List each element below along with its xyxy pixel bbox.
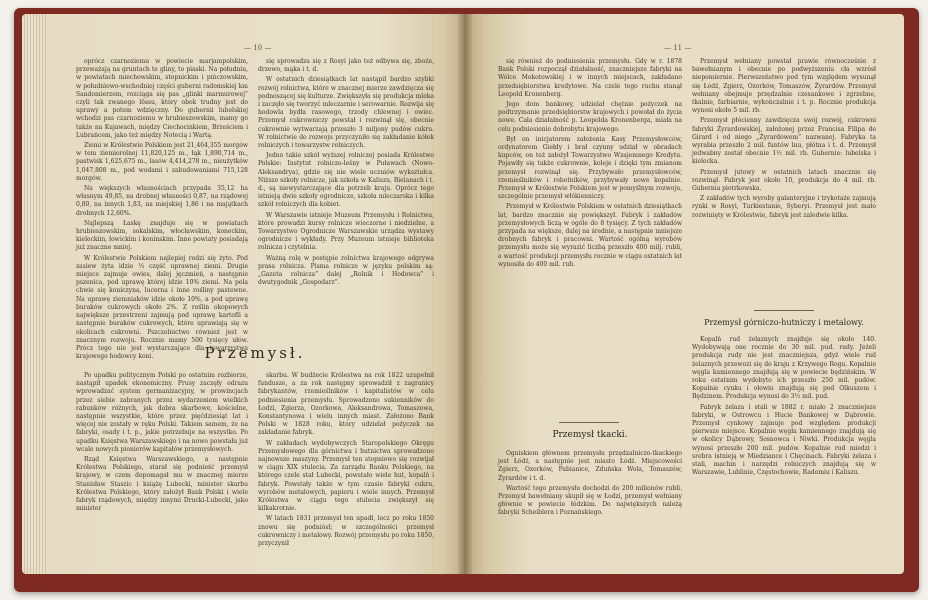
paragraph: Z zakładów tych wyroby galanteryjne i trykotaże zajmują rynki w Rosyi, Turkiestanie, Syberyi. Przemysł jest mało rozwinięty w Królestwie, fabryk jest zaledwie kilka.: [692, 195, 876, 219]
paragraph: W latach 1831 przemysł ten upadł, lecz po roku 1850 znowu się podniósł; w szczególności przemysł cukrowniczy i metalowy. Rozwój przemysłu po roku 1850, przyczynił: [258, 515, 434, 548]
left-col2-bottom: [258, 372, 434, 562]
left-col1-top: [76, 58, 248, 361]
left-col1-bottom: [76, 372, 248, 562]
paragraph: Przemysł wełniany powstał prawie równocześnie z bawełnianym i obecnie po podwyższeniu cła wzrósł niepomiernie. Pierwszeństwo pod tym względem wysunął się Łódź, Zgierz, Ozorków, Tomaszów, Żyrardów. Przemysł wełniany obejmuje przędzalnie czesankowe i zgrzebne, tkalnie, farbiarnie, wykończalnie i t. p. Rocznie produkcja wynosi około 5 mil. rb.: [692, 58, 876, 115]
paragraph: Był on inicjatorem założenia Kasy Przemysłowców, ordynatorem Giełdy i brał czynny udział w obradach kupców, on też założył Towarzystwo Wzajemnego Kredytu. Pojawiły się także cukrownie, koleje i dzięki tym zmianom przemysł rozwinął się. Przybywało przemysłowców, rzemieślników i robotników, przybywały nowe kopalnie. Przemysł w Królestwie Polskiem jest w pomyślnym rozwoju, szczególnie przemysł włókienniczy.: [498, 135, 682, 201]
paragraph: się sprowadza się z Rosyi jako też odbywa się, zboże, drzewo, mąka i t. d.: [258, 58, 434, 74]
paragraph: skarbu. W budżecie Królestwa na rok 1822 uzupełnił fundusze, a za rok następny sprowadził z zagranicy fabrykantów, rzemieślników i kapitalistów w celu podniesienia przemysłu. Sprowadzono sukienników do Łodzi, Zgierza, Ozorkowa, Aleksandrowa, Tomaszowa, Konstantynowa i wielu innych miast. Założono Bank Polski w 1828 roku, który udzielał pożyczek na zakładanie fabryk.: [258, 372, 434, 437]
paragraph: Jego dom bankowy, udzielał chętnie pożyczek na podtrzymanie przedsiębiorstw krajowych i powołał do życia nowe. Cała działalność p. Leopolda Kronenberga, miała na celu podniesienie dobrobytu krajowego.: [498, 101, 682, 133]
paragraph: W ostatnich dziesiątkach lat nastąpił bardzo szybki rozwój rolnictwa, które w znacznej mierze zawdzięcza się podnoszącej się kulturze. Zwiększyła się produkcja mleka i zaczęło się tworzyć mleczarnie i serowarnie. Rozwija się hodowla bydła rasowego, trzody chlewnej i owiec. Przemysł cukrowniczy powstał i rozwinął się, obecnie cukrownie wytwarzają przeszło 3 miljony pudów cukru. W rolnictwie do rozwoju przyczyniło się zakładanie kółek rolniczych i towarzystw rolniczych.: [258, 76, 434, 150]
divider-rule: [754, 310, 814, 311]
book-gutter: [458, 14, 472, 574]
paragraph: W Warszawie istnieje Muzeum Przemysłu i Rolnictwa, które prowadzi kursy rolnicze wieczorne i niedzielne, a Towarzystwo Ogrodnicze Warszawskie urządza wystawy ogrodnicze i wykłady. Przy Muzeum istnieje biblioteka rolnicza i czytelnia.: [258, 211, 434, 252]
paragraph: Kopalń rud żelaznych znajduje się około 140. Wydobywają one rocznie do 30 mil. pud. rudy. Jeżeli produkcja rudy nie jest znaczniejsza, gdyż wiele rud żelaznych przewozi się do kraju z Krzywego Rogu. Kopalnie węgla kamiennego znajdują się w powiecie będzińskim. W roku ostatnim wydobyto ich przeszło 250 mil. pudów. Kopalnie cynku i ołowiu znajdują się pod Olkuszem i Będzinem. Produkcja wynosi do 3½ mil. pud.: [692, 336, 876, 401]
paragraph: Najlepszą Łaskę znajduje się w powiatach hrubieszowskim, sokalskim, włocławskim, koneckim, kieleckim, łowickim i koninskim. Inne powiaty posiadają już znaczne mniej.: [76, 219, 248, 252]
right-page-number: — 11 —: [664, 44, 692, 52]
paragraph: oprócz czarnoziemu w powiecie marjampolskim, przeważają na gruntach te gliny, to piaski. Na południu, w powiatach miechowskim, stopnickim i pińczowskim, w południowo-wschodniej części guberni radomskiej km Sandomierzem, rozciąga się pas „glinki marmurowej” czyli tak zwanego lössu, który obok trudny jest do uprawy a potem wdzięczny. Do gubernii lubelskiej wchodzi pas czarnoziemu w hrubieszowskim, mamy go także na Kujawach, między Ciechocinkiem, Brześciem i Lubrańcem, jako też między Notecią i Wartą.: [76, 58, 248, 139]
paragraph: Rząd Księstwa Warszawskiego, a następnie Królestwa Polskiego, starał się podnieść przemysł krajowy, w czem dopomagał mu w znacznej mierze Stanisław Staszic i książę Lubecki, minister skarbu Królestwa Polskiego, który założył Bank Polski i wiele fabryk rządowych, między innymi Drucki-Lubecki, jako minister: [76, 456, 248, 513]
paragraph: Na większych własnościach przypada 35,12 ha własnym 49,85, na drobnej własności 0,87, na rządowej 0,80, na innych 1,83, na miejskiej 1,86 i na majątkach drobnych 12,60%.: [76, 185, 248, 217]
right-col1-bottom: [498, 450, 682, 562]
paragraph: Fabryk żelaza i stali w 1882 r. miało 2 znaczniejsze fabryki, w Ostrowcu i Hucie Bankowej w Dąbrowie. Przemysł cynkowy zajmuje pod względem produkcji pierwsze miejsce. Kopalnie węgla kamiennego znajdują się w okolicy Dąbrowy, Sosnowca i Niwki. Produkcja węgla wynosi przeszło 200 mil. pudów. Kopalnie rud miedzi i srebra istnieją w Miedziance i Chęcinach. Fabryki żelaza i stali, machin i narzędzi rolniczych znajdują się w Warszawie, Lublinie, Częstochowie, Radomiu i Kaliszu.: [692, 403, 876, 477]
paragraph: Jedno takie szkół wyższej rolniczej posiada Królestwo Polskie: Instytut rolniczo-leśny w Puławach (Nowo-Aleksandrya), gdzie się nie wiele uczniów wykształca. Niższe szkoły rolnicze, jak szkoła w Kaliszu, Bielanach i t. d., są niewystarczające dla potrzeb kraju. Oprócz tego istnieją dwie szkoły ogrodnicze, szkoła mleczarska i kilka szkół rolniczych dla kobiet.: [258, 152, 434, 209]
left-col2-top: [258, 58, 434, 344]
paragraph: Po upadku politycznym Polski po ostatnim rozbiorze, nastąpił upadek ekonomiczny. Prusy zaczęły odrazu wprowadzać system germanizacyjny, w prowincjach przez siebie zabranych przez wydarzeniem wielkich rabunków różnych, jak dobra skarbowe, kościelne, następnie wszystkie, które przez pięćdziesiąt lat i więcej nie zostały w ręku Polski. Takiem samem, że na fabryki, osady i t. p., jakie potrzebuje na wszystko. Po upadku Księstwa Warszawskiego i na nowo powstała już wcale nowych pionierów kapitałów przemysłowych.: [76, 372, 248, 453]
paragraph: W Królestwie Polskiem najlepiej rodzi się żyto. Pod zasiew żyta idzie ⅓ część uprawnej ziemi. Drugie miejsce zajmuje owies, dalej jęczmień, a następnie pszenica, pod uprawę której idzie 10% ziemi. Na pola chwie się koniczyna, lucerna i inne rośliny pastewne. Na uprawę ziemniaków idzie około 10%, a pod uprawę buraków cukrowych około 2%. Z roślin okopowych największe przestrzeni zajmują pod uprawę kartofli a następnie buraków cukrowych, które uprawiają się w okolicach cukrowni. Pszczelnictwo również jest w znacznym rozwoju. Rocznie mamy 500 tysięcy ułów. Prócz tego nie jest wystarczające dla towarzystwa krajowego hodowcy koni.: [76, 254, 248, 361]
paragraph: W zakładach wydobywczych Staropolskiego Okręgu Przemysłowego dla górnictwa i hutnictwa sprowadzono najnowsze maszyny. Przemysł ten stopniowo się rozwijał w ciągu XIX stulecia. Za zarządu Banku Polskiego, na którego czele stał Lubecki, powstało wiele hut, kopalń i fabryk. Powstały także w tym czasie fabryki cukru, wyrobów metalowych, papieru i wiele innych. Przemysł Królestwa w ciągu tego stulecia zwiększył się kilkakrotnie.: [258, 439, 434, 513]
right-col1-top: [498, 58, 682, 414]
right-col2-bottom: [692, 336, 876, 562]
paragraph: się również do podniesienia przemysłu. Gdy w r. 1878 Bank Polski rozpoczął działalność, znaczniejsze fabryki na Wólce Mokotowskiej i w innych miejscach, zakładano przedsiębiorstwa kredytowe. Na czele tego ruchu stanął Leopold Kronenberg.: [498, 58, 682, 98]
section-heading-tkacki: Przemysł tkacki.: [552, 430, 628, 440]
right-page: [464, 14, 904, 574]
divider-rule: [559, 422, 619, 423]
section-heading-gorniczo: Przemysł górniczo-hutniczy i metalowy.: [704, 318, 864, 327]
left-page-number: — 10 —: [244, 44, 272, 52]
paragraph: Przemysł w Królestwie Polskiem w ostatnich dziesiątkach lat, bardzo znacznie się powiększył. Fabryk i zakładów przemysłowych liczą w ogóle do 8 tysięcy. Z tych zakładów przypada na większe, dalej na średnie, a następnie mniejsze drobnych fabryk i pracowni. Wartość ogólną wyrobów przemysłu może się wyrazić liczbą przeszło 400 milj. rubli, a wartość produkcji przemysłu rocznie w ciągu ostatnich lat wynosiła do 400 mil. rub.: [498, 203, 682, 268]
right-col2-top: [692, 58, 876, 304]
paragraph: Ziemi w Królestwie Polskiem jest 21,464,355 morgów w tem ziemiorolnej 11,820,125 m., łąk 1,890,714 m., pastwisk 1,625,675 m., lasów 4,414,278 m., nieużytków 1,047,808 m., pod wodami i zabudowaniami 715,128 morgów.: [76, 142, 248, 182]
paragraph: Wartość tego przemysłu dochodzi do 200 milionów rubli. Przemysł bawełniany skupił się w Łodzi, przemysł wełniany głównie w powiecie łódzkim. Do największych należą fabryki Scheiblera i Poznańskiego.: [498, 484, 682, 517]
paragraph: Przemysł płócienny zawdzięcza swój rozwój, cukrowni fabryki Żyrardowskiej, założonej przez Francisa Filipa de Girard i od niego „Żyrardowem” nazwanej. Fabryka ta wyrabia przeszło 2 mil. funtów lnu, płótna i t. d. Przemysł jedwabny został obecnie 1½ mil. rb. Gubernie: lubelska i kielecka.: [692, 117, 876, 166]
paragraph: Ważną rolę w postępie rolnictwa krajowego odgrywa prasa rolnicza. Pisma rolnicze w języku polskim są: „Gazeta rolnicza” dalej „Rolnik i Hodowca” i dwutygodnik „Gospodarz”.: [258, 254, 434, 287]
section-heading-przemysl: Przemysł.: [204, 344, 306, 362]
paragraph: Przemysł jutowy w ostatnich latach znacznie się rozwinął. Fabryk jest około 10, produkcja do 4 mil. rb. Gubernia piotrkowska.: [692, 168, 876, 193]
left-page: [46, 14, 464, 574]
paragraph: Ogniskiem głównem przemysłu przędzalniczo-tkackiego jest Łódź, a następnie jest miasto Łódź. Miejscowości Zgierz, Ozorków, Pabianice, Zduńska Wola, Tomaszów, Żyrardów i t. d.: [498, 450, 682, 482]
